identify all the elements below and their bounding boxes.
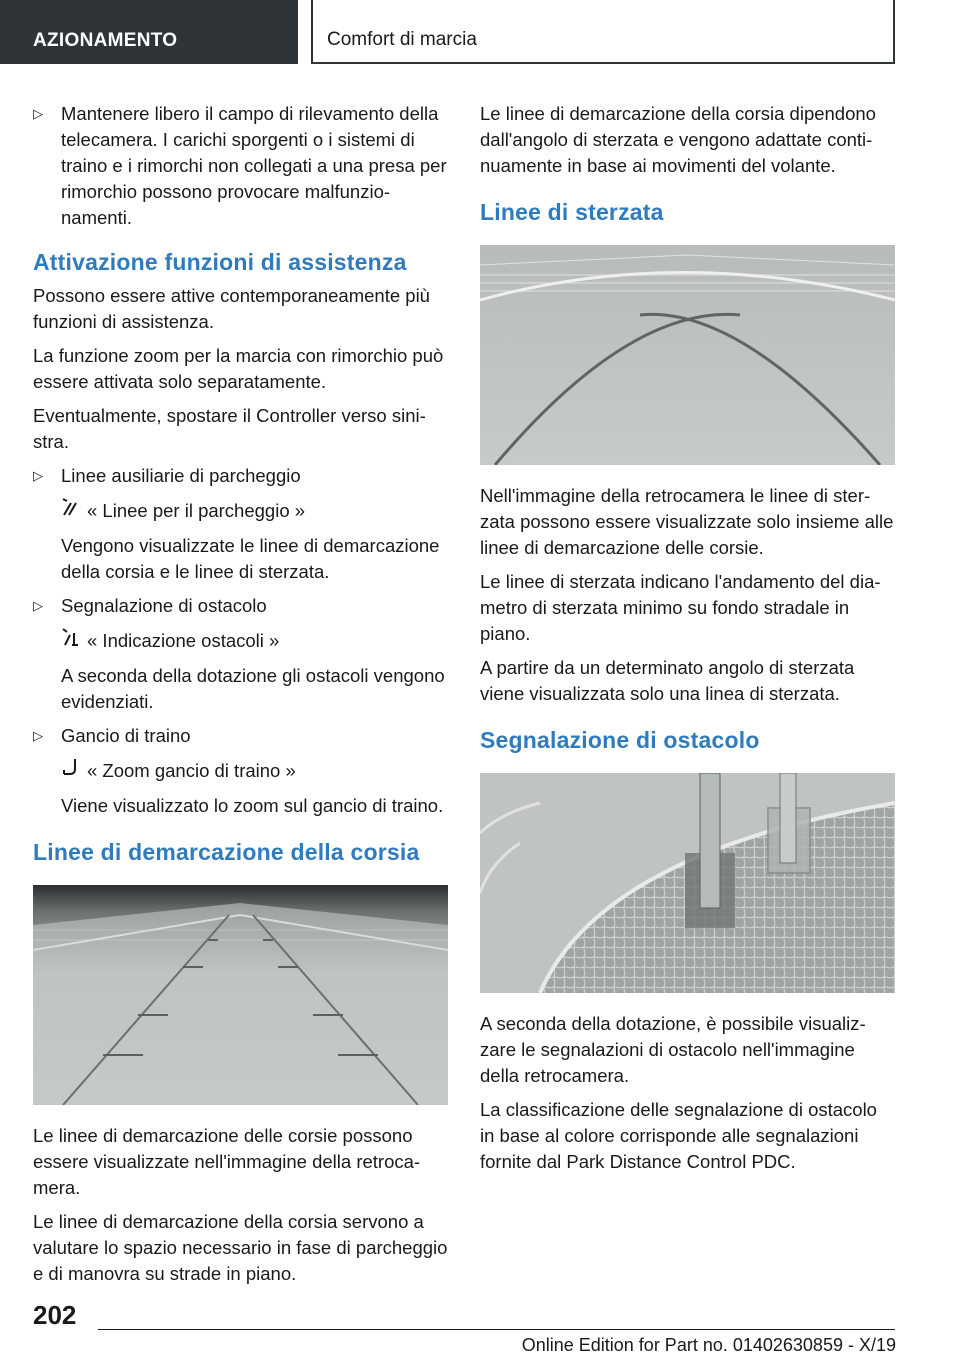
list-item: [33, 101, 448, 231]
paragraph: Eventualmente, spostare il Controller verso sinistra.: [33, 405, 426, 452]
option-label: « Zoom gancio di traino »: [87, 760, 296, 781]
steering-lines-figure: [480, 245, 895, 465]
paragraph: La funzione zoom per la marcia con rimorchio può essere attivata solo separatamente.: [33, 345, 444, 392]
heading-ostacolo: Segnalazione di ostacolo: [480, 727, 760, 753]
bullet-title: Gancio di traino: [61, 725, 191, 746]
paragraph: Le linee di demarcazione della corsia servono a valutare lo spazio necessario in fase di parcheggio e di manovra su strade in piano.: [33, 1211, 448, 1284]
tow-hook-icon: [61, 757, 83, 785]
section-tab: AZIONAMENTO: [0, 0, 298, 64]
triangle-bullet-icon: ▷: [33, 728, 43, 743]
list-item: [33, 723, 448, 749]
triangle-bullet-icon: ▷: [33, 468, 43, 483]
paragraph: A seconda della dotazione, è possibile visualizzare le segnalazioni di ostacolo nell'immagine della retrocamera.: [480, 1013, 866, 1086]
option-label: « Indicazione ostacoli »: [87, 630, 280, 651]
option-description: A seconda della dotazione gli ostacoli vengono evidenziati.: [61, 665, 445, 712]
menu-option: [33, 497, 448, 525]
paragraph: Le linee di demarcazione delle corsie possono essere visualizzate nell'immagine della retrocamera.: [33, 1125, 421, 1198]
bullet-title: Linee ausiliarie di parcheggio: [61, 465, 301, 486]
paragraph: Nell'immagine della retrocamera le linee di sterzata possono essere visualizzate solo insieme alle linee di demarcazione delle corsie.: [480, 485, 894, 558]
paragraph: Le linee di sterzata indicano l'andamento del diametro di sterzata minimo su fondo stradale in piano.: [480, 571, 881, 644]
paragraph: La classificazione delle segnalazione di ostacolo in base al colore corrisponde alle segnalazioni fornite dal Park Distance Control PDC.: [480, 1099, 877, 1172]
paragraph: A partire da un determinato angolo di sterzata viene visualizzata solo una linea di sterzata.: [480, 657, 855, 704]
paragraph: Le linee di demarcazione della corsia dipendono dall'angolo di sterzata e vengono adattate continuamente in base ai movimenti del volante.: [480, 103, 876, 176]
right-column: [480, 101, 895, 1183]
list-item: [33, 593, 448, 619]
heading-sterzata: Linee di sterzata: [480, 199, 664, 225]
intro-bullet-text: Mantenere libero il campo di rilevamento della telecamera. I carichi sporgenti o i sistemi di traino e i rimorchi non collegati a una presa per rimorchio possono provocare malfunzionamenti.: [61, 103, 447, 228]
triangle-bullet-icon: ▷: [33, 106, 43, 121]
menu-option: [33, 627, 448, 655]
list-item: [33, 463, 448, 489]
heading-attivazione: Attivazione funzioni di assistenza: [33, 249, 407, 275]
bullet-title: Segnalazione di ostacolo: [61, 595, 267, 616]
chapter-tab: Comfort di marcia: [311, 0, 895, 64]
triangle-bullet-icon: ▷: [33, 598, 43, 613]
option-description: Viene visualizzato lo zoom sul gancio di traino.: [61, 795, 444, 816]
page-header: [0, 0, 960, 66]
option-description: Vengono visualizzate le linee di demarcazione della corsia e le linee di sterzata.: [61, 535, 440, 582]
lane-lines-figure: [33, 885, 448, 1105]
footer-divider: [98, 1329, 895, 1330]
obstacle-figure: [480, 773, 895, 993]
parking-lines-icon: [61, 497, 83, 525]
obstacle-icon: [61, 627, 83, 655]
option-label: « Linee per il parcheggio »: [87, 500, 306, 521]
left-column: [33, 101, 448, 1295]
menu-option: [33, 757, 448, 785]
edition-note: Online Edition for Part no. 01402630859 - X/19: [521, 1335, 896, 1355]
paragraph: Possono essere attive contemporaneamente più funzioni di assistenza.: [33, 285, 430, 332]
page-number: 202: [33, 1300, 77, 1330]
heading-demarcazione: Linee di demarcazione della corsia: [33, 839, 420, 865]
